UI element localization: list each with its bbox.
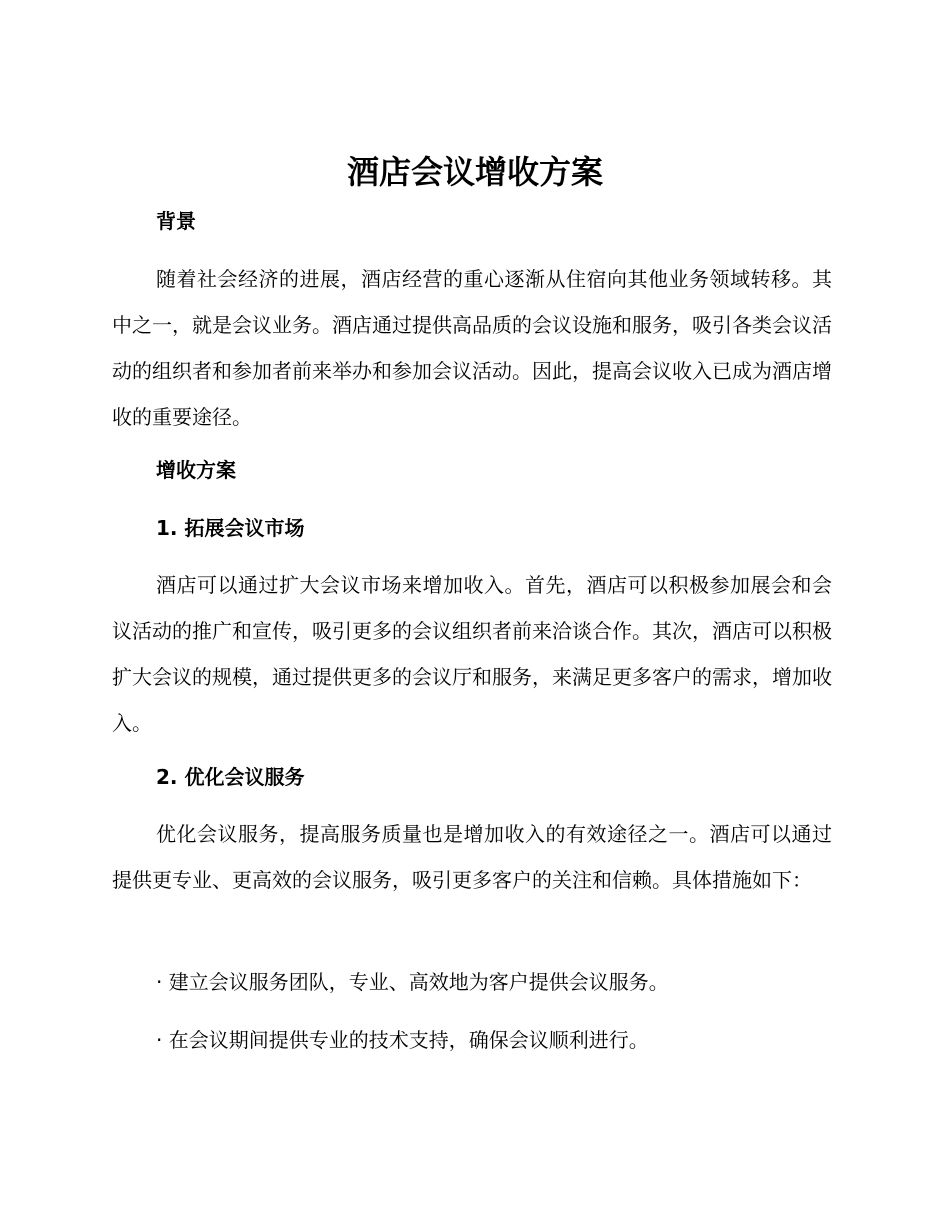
list-item: · 建立会议服务团队，专业、高效地为客户提供会议服务。 (156, 970, 669, 994)
optimize-service-paragraph: 优化会议服务，提高服务质量也是增加收入的有效途径之一。酒店可以通过提供更专业、更高效的会议服务，吸引更多客户的关注和信赖。具体措施如下： (112, 822, 832, 892)
background-paragraph: 随着社会经济的进展，酒店经营的重心逐渐从住宿向其他业务领域转移。其中之一，就是会议业务。酒店通过提供高品质的会议设施和服务，吸引各类会议活动的组织者和参加者前来举办和参加会议活动。因此，提高会议收入已成为酒店增收的重要途径。 (112, 267, 832, 429)
section-heading-plan: 增收方案 (156, 458, 236, 482)
subsection-heading-expand-market: 1. 拓展会议市场 (156, 516, 305, 540)
expand-market-paragraph: 酒店可以通过扩大会议市场来增加收入。首先，酒店可以积极参加展会和会议活动的推广和宣传，吸引更多的会议组织者前来洽谈合作。其次，酒店可以积极扩大会议的规模，通过提供更多的会议厅和服务，来满足更多客户的需求，增加收入。 (112, 573, 832, 735)
subsection-heading-optimize-service: 2. 优化会议服务 (156, 765, 305, 789)
list-item: · 在会议期间提供专业的技术支持，确保会议顺利进行。 (156, 1028, 649, 1052)
section-heading-background: 背景 (156, 209, 196, 233)
document-title: 酒店会议增收方案 (346, 153, 603, 191)
